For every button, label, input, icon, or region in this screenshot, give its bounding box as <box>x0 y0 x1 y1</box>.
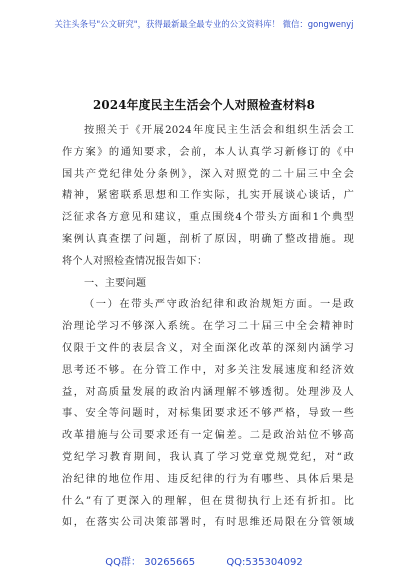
section-line: 仅限于文件的表层含义，对全面深化改革的深刻内涵学习 <box>62 342 354 354</box>
intro-line: 按照关于《开展2024年度民主生活会和组织生活会工 <box>84 125 354 136</box>
section-line: （一）在带头严守政治纪律和政治规矩方面。一是政 <box>84 299 354 311</box>
intro-line: 作方案》的通知要求，会前，本人认真学习新修订的《中 <box>62 146 354 158</box>
document-title: 2024年度民主生活会个人对照检查材料8 <box>93 98 315 112</box>
intro-line: 国共产党纪律处分条例》，深入对照党的二十届三中全会 <box>62 168 354 180</box>
header-banner: 关注头条号"公文研究"，获得最新最全最专业的公文资料库！ 微信：gongwenyj <box>54 19 354 29</box>
qq-group-text: QQ群： 30265665 <box>105 557 196 568</box>
section-line: 党纪学习教育期间，我认真了学习党章党规党纪，对“政 <box>62 451 354 463</box>
section-line: 治理论学习不够深入系统。在学习二十届三中全会精神时 <box>62 321 354 333</box>
footer-contact <box>0 553 408 568</box>
document-body <box>62 120 354 534</box>
intro-line: 精神，紧密联系思想和工作实际，扎实开展谈心谈话，广 <box>62 190 354 202</box>
section-line: 事、安全等问题时，对标集团要求还不够严格，导致一些 <box>62 408 354 420</box>
intro-line: 泛征求各方意见和建议，重点围绕4个带头方面和1个典型 <box>62 212 354 224</box>
section-line: 益，对高质量发展的政治内涵理解不够透彻。处理涉及人 <box>62 386 354 398</box>
qq-number-text: QQ:535304092 <box>226 557 303 568</box>
section-line: 治纪律的地位作用、违反纪律的行为有哪些、具体后果是 <box>62 473 354 485</box>
section-line: 什么”有了更深入的理解，但在贯彻执行上还有折扣。比 <box>62 495 354 507</box>
section-line: 改革措施与公司要求还有一定偏差。二是政治站位不够高 <box>62 430 354 442</box>
section-line: 如，在落实公司决策部署时，有时思维还局限在分管领域 <box>62 517 354 529</box>
section-line: 思考还不够。在分管工作中，对多关注发展速度和经济效 <box>62 364 354 376</box>
intro-line: 将个人对照检查情况报告如下： <box>62 255 208 267</box>
intro-line: 案例认真查摆了问题，剖析了原因，明确了整改措施。现 <box>62 233 354 245</box>
section-heading: 一、主要问题 <box>84 277 147 289</box>
